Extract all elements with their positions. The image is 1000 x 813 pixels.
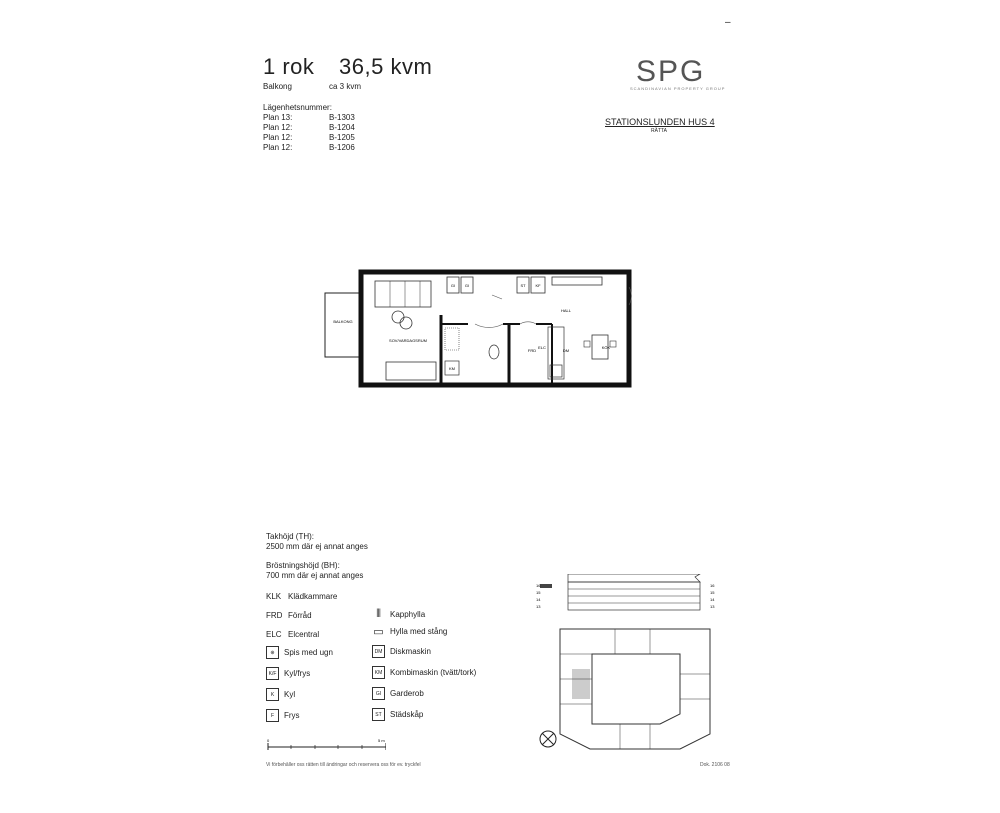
kitchen-counter	[548, 327, 564, 379]
label-elc: ELC	[538, 345, 546, 350]
shelf-rod-icon: ▭	[373, 626, 384, 638]
unit-floor: Plan 12:	[263, 133, 293, 142]
unit-floor: Plan 13:	[263, 113, 293, 122]
cleaning-cabinet-icon: ST	[372, 708, 385, 721]
shelf	[552, 277, 602, 285]
site-plan	[530, 574, 730, 754]
dishwasher-icon: DM	[372, 645, 385, 658]
sill-height-text: 700 mm där ej annat anges	[266, 571, 364, 580]
freezer-icon: F	[266, 709, 279, 722]
floor-plan	[320, 265, 640, 395]
outer-wall	[361, 272, 629, 385]
level-label: 14	[536, 597, 541, 602]
scale-start: 0	[267, 738, 270, 743]
legend-item	[372, 608, 425, 621]
shower	[445, 328, 459, 350]
courtyard-outline	[592, 654, 680, 724]
legend-text: Kyl	[284, 690, 296, 699]
level-label: 13	[536, 604, 541, 609]
unit-row	[263, 133, 355, 143]
apartment-area: 36,5 kvm	[339, 54, 433, 79]
legend-item	[266, 592, 337, 601]
logo-subtitle: SCANDINAVIAN PROPERTY GROUP	[630, 86, 726, 91]
legend-text: Spis med ugn	[284, 648, 333, 657]
sofa	[386, 362, 436, 380]
level-label: 14	[710, 597, 715, 602]
legend-text: Diskmaskin	[390, 647, 431, 656]
project-name: STATIONSLUNDEN HUS 4	[605, 117, 715, 127]
legend-text: Städskåp	[390, 710, 424, 719]
balcony-area: ca 3 kvm	[329, 82, 362, 91]
unit-number: B-1206	[329, 143, 355, 152]
legend-item	[266, 667, 310, 680]
stove-icon: ⊕	[266, 646, 279, 659]
fridge-freezer-icon: K/F	[266, 667, 279, 680]
legend-text: Kyl/frys	[284, 669, 311, 678]
unit-floor: Plan 12:	[263, 123, 293, 132]
label-sovrum: SOV/VARDAGSRUM	[389, 338, 427, 343]
level-label: 15	[536, 590, 541, 595]
table-round	[400, 317, 412, 329]
highlighted-unit	[572, 669, 590, 699]
unit-row	[263, 143, 355, 153]
scale-end: 5 m	[378, 738, 385, 743]
balcony-outline	[325, 293, 361, 357]
chair	[584, 341, 590, 347]
sill-height-note	[266, 561, 363, 581]
fridge-icon: K	[266, 688, 279, 701]
legend-code: ELC	[266, 630, 282, 639]
unit-number: B-1204	[329, 123, 355, 132]
legend-item	[266, 611, 312, 620]
spg-logo: SPG	[636, 55, 706, 88]
legend-text: Förråd	[288, 611, 312, 620]
label-st: ST	[520, 283, 526, 288]
legend-text: Klädkammare	[288, 592, 338, 601]
balcony-label: Balkong	[263, 82, 292, 91]
scale-bar	[266, 737, 386, 751]
unit-number: B-1205	[329, 133, 355, 142]
rooms-count: 1 rok	[263, 54, 315, 79]
bed	[375, 281, 431, 307]
label-kf: KF	[535, 283, 541, 288]
sill-height-title: Bröstningshöjd (BH):	[266, 561, 340, 570]
washer-dryer-icon: KM	[372, 666, 385, 679]
legend-item	[266, 630, 319, 639]
level-label: 16	[536, 583, 541, 588]
level-label: 15	[710, 590, 715, 595]
label-gi: GI	[464, 283, 470, 288]
coat-rack-icon: ⫴	[376, 608, 381, 620]
legend-text: Elcentral	[288, 630, 320, 639]
legend-text: Kombimaskin (tvätt/tork)	[390, 668, 477, 677]
table-round	[392, 311, 404, 323]
unit-heading: Lägenhetsnummer:	[263, 103, 332, 112]
legend-item	[266, 709, 300, 722]
legend-text: Garderob	[390, 689, 424, 698]
unit-row	[263, 113, 355, 123]
door-swing	[520, 322, 536, 324]
label-gi: GI	[450, 283, 456, 288]
ceiling-height-text: 2500 mm där ej annat anges	[266, 542, 368, 551]
hatch	[492, 295, 502, 299]
unit-row	[263, 123, 355, 133]
legend-code: FRD	[266, 611, 283, 620]
ceiling-height-title: Takhöjd (TH):	[266, 532, 315, 541]
level-label: 13	[710, 604, 715, 609]
document-ref: Dok. 2106 08	[700, 762, 730, 768]
wardrobe-icon: GI	[372, 687, 385, 700]
toilet	[489, 345, 499, 359]
label-balkong: BALKONG	[333, 319, 353, 324]
door-swing	[475, 324, 503, 327]
label-hall: HALL	[560, 308, 572, 313]
project-subtitle: RÄTTA	[651, 128, 668, 134]
footer-disclaimer: Vi förbehåller oss rätten till ändringar och reservera oss för ev. tryckfel	[266, 762, 421, 768]
legend-item	[372, 708, 423, 721]
legend-item	[266, 688, 295, 701]
legend-item	[372, 645, 431, 658]
unit-list	[263, 103, 355, 153]
level-marker	[540, 584, 552, 588]
legend-text: Kapphylla	[390, 610, 426, 619]
label-km: KM	[449, 366, 455, 371]
legend-item	[372, 687, 424, 700]
legend-text: Frys	[284, 711, 300, 720]
unit-floor: Plan 12:	[263, 143, 293, 152]
legend-item	[372, 625, 447, 638]
balcony-info	[263, 82, 362, 92]
label-frd: FRD	[527, 348, 537, 353]
unit-number: B-1303	[329, 113, 355, 122]
legend-item	[266, 646, 333, 659]
legend-item	[372, 666, 476, 679]
level-label: 16	[710, 583, 715, 588]
ceiling-height-note	[266, 532, 368, 552]
elevation-roof	[568, 574, 700, 582]
legend-code: KLK	[266, 592, 282, 601]
apartment-title	[263, 54, 450, 80]
header-mark: –	[725, 17, 731, 28]
legend-text: Hylla med stång	[390, 627, 448, 636]
label-dm: DM	[562, 348, 570, 353]
chair	[610, 341, 616, 347]
label-kok: KÖK	[601, 345, 611, 350]
